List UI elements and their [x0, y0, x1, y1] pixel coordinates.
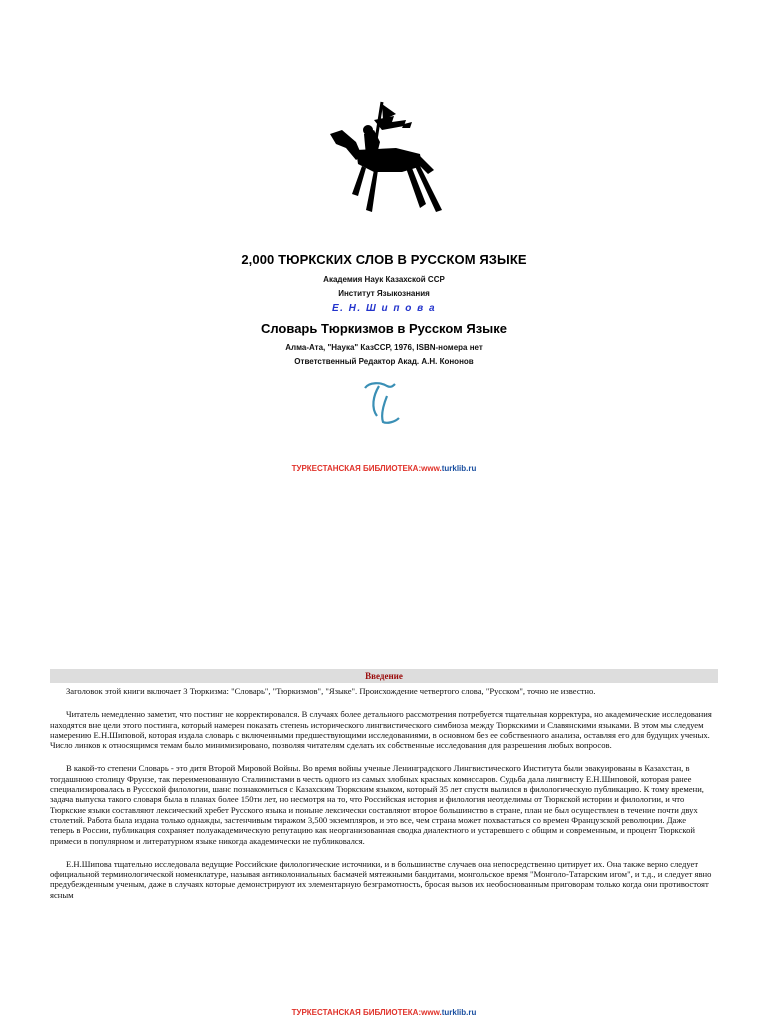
author-name: Е. Н. Ш и п о в а — [331, 303, 437, 314]
library-label: ТУРКЕСТАНСКАЯ БИБЛИОТЕКА: — [291, 464, 422, 473]
publication-info: Алма-Ата, "Наука" КазССР, 1976, ISBN-номера нет — [285, 343, 483, 352]
intro-paragraph: Заголовок этой книги включает 3 Тюркизма: "Словарь", "Тюркизмов", "Языке". Происхождение четвертого слова, "Русском", точно не известно. — [66, 686, 596, 696]
dictionary-title: Словарь Тюркизмов в Русском Языке — [260, 321, 508, 336]
library-link[interactable]: turklib.ru — [441, 1008, 477, 1017]
library-www: www. — [421, 1008, 442, 1017]
book-title: 2,000 ТЮРКСКИХ СЛОВ В РУССКОМ ЯЗЫКЕ — [241, 252, 527, 267]
editor-info: Ответственный Редактор Акад. А.Н. Кононов — [294, 357, 474, 366]
institute-name: Институт Языкознания — [338, 289, 430, 298]
library-label: ТУРКЕСТАНСКАЯ БИБЛИОТЕКА: — [291, 1008, 422, 1017]
intro-paragraph: В какой-то степени Словарь - это дитя Второй Мировой Войны. Во время войны ученые Ленинградского Лингвистического Института были эвакуированы в Казахстан, в тогдашнюю столицу Фрунзе, так переименованную Сталинистами в честь одного из самых злобных красных комиссаров. Судьба дала лингвисту Е.Н.Шиповой, которая ранее специализировалась в Руссской филологии, шанс познакомиться с Казахским Тюркским языком, который 35 лет спустя вылился в филологическую публикацию. К тому времени, задача выпуска такого словаря была в планах более 150ти лет, но несмотря на то, что Российская история и филология неотделимы от Тюркской истории и филологии, и что Тюркские языки составляют лексический хребет Русского языка и поныне лексически составляют второе большинство в стране, план не был осуществлен в течение почти двух столетий. Работа была издана только однажды, застенчивым тиражом 3,500 экземпляров, и это все, чем страна может похвастаться со времен Французской революции. Даже теперь в России, публикация сохраняет полуакадемическую репутацию как неорганизованная сводка диалектного и устаревшего с общим и современным, и процент Тюркской примеси в популярном и литературном языке никогда академически не публиковался. — [50, 763, 704, 846]
tl-monogram-icon — [357, 378, 407, 428]
intro-heading: Введение — [50, 669, 718, 683]
library-www: www. — [421, 464, 442, 473]
intro-body — [50, 686, 712, 913]
library-link[interactable]: turklib.ru — [441, 464, 477, 473]
intro-paragraph: Читатель немедленно заметит, что постинг не корректировался. В случаях более детального рассмотрения потребуется тщательная корректура, но академические исследования находятся вне цели этого постинга, который намерен показать степень исторического лингвистического симбиоза между Тюркскими и Славянскими языками. В этом мы следуем намерению Е.Н.Шиповой, которая издала словарь с включенными предшествующими исследованиями, в основном без ее собственного анализа, оставляя его для будущих ученых. Число линков к относящимся темам было минимизировано, позволяя читателям сделать их собственные исследования для разрешения любых вопросов. — [50, 709, 712, 751]
horseman-with-banner-icon — [322, 100, 446, 216]
library-credit-bottom — [0, 1008, 768, 1017]
library-credit-top — [0, 464, 768, 473]
intro-paragraph: Е.Н.Шипова тщательно исследовала ведущие Российские филологические источники, и в большинстве случаев она непосредственно цитирует их. Она также верно следует официальной терминологической номенклатуре, называя антиколониальных басмачей мятежными бандитами, монгольское время "Монголо-Татарским игом", и т.д., и следует явно предубежденным ученым, даже в случаях которые демонстрируют их элементарную безграмотность, бросая вызов их необоснованным приговорам только когда они противостоят ясным — [50, 858, 712, 900]
academy-name: Академия Наук Казахской ССР — [323, 275, 445, 284]
